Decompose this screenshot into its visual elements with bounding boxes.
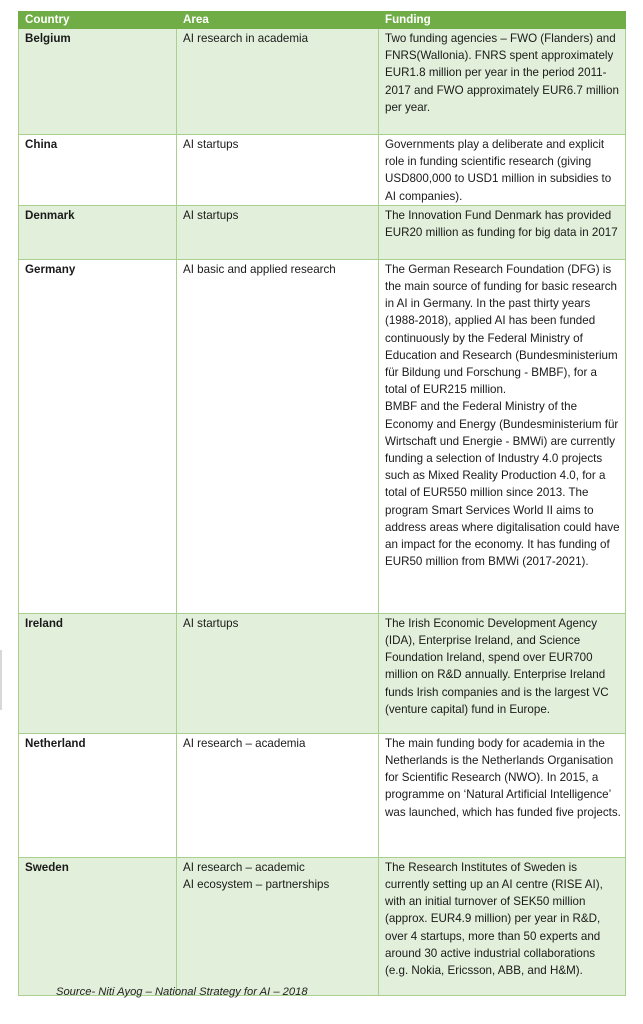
source-caption: Source- Niti Ayog – National Strategy for AI – 2018 [56,986,308,998]
area-text: AI startups [183,616,239,630]
country-cell: Belgium [19,29,177,135]
area-cell [177,857,379,995]
area-text: AI research – academic [183,860,305,874]
area-cell [177,205,379,259]
area-text: AI startups [183,138,239,151]
area-text: AI ecosystem – partnerships [183,878,330,892]
header-funding: Funding [379,12,626,29]
table-row [19,613,626,733]
funding-cell: The Innovation Fund Denmark has provided EUR20 million as funding for big data in 2017 [379,205,626,259]
area-text: AI research in academia [183,32,309,45]
funding-cell [379,259,626,613]
funding-cell: The Irish Economic Development Agency (IDA), Enterprise Ireland, and Science Foundation Ireland, spend over EUR700 million on R&D annually. Enterprise Ireland funds Irish companies and is the largest VC (venture capital) fund in Europe. [379,613,626,733]
area-cell [177,135,379,206]
country-cell: Netherland [19,733,177,857]
area-cell [177,259,379,613]
header-area: Area [177,12,379,29]
table-row [19,259,626,613]
funding-paragraph: The German Research Foundation (DFG) is the main source of funding for basic research in AI in Germany. In the past thirty years (1988-2018), applied AI has been funded continuously by the Federal Ministry of Education and Research (Bundesministerium für Bildung und Forschung - BMBF), for a total of EUR215 million. [385,262,618,397]
table-row [19,29,626,135]
area-text: AI startups [183,208,239,222]
area-text: AI basic and applied research [183,262,336,276]
country-cell: China [19,135,177,206]
header-country: Country [19,12,177,29]
funding-cell: The Research Institutes of Sweden is currently setting up an AI centre (RISE AI), with an initial turnover of SEK50 million (approx. EUR4.9 million) per year in R&D, over 4 startups, more than 50 experts and around 30 active industrial collaborations (e.g. Nokia, Ericsson, ABB, and H&M). [379,857,626,995]
funding-table [18,11,626,996]
country-cell: Denmark [19,205,177,259]
country-cell: Germany [19,259,177,613]
funding-cell: Governments play a deliberate and explicit role in funding scientific research (giving USD800,000 to USD1 million in subsidies to AI companies). [379,135,626,206]
country-cell: Sweden [19,857,177,995]
table-row [19,205,626,259]
funding-cell: The main funding body for academia in the Netherlands is the Netherlands Organisation for Scientific Research (NWO). In 2015, a programme on ‘Natural Artificial Intelligence’ was launched, which has funded five projects. [379,733,626,857]
country-cell: Ireland [19,613,177,733]
table-row [19,733,626,857]
area-cell [177,733,379,857]
funding-cell: Two funding agencies – FWO (Flanders) and FNRS(Wallonia). FNRS spent approximately EUR1.8 million per year in the period 2011-2017 and FWO approximately EUR6.7 million per year. [379,29,626,135]
table-header-row [19,12,626,29]
table-row [19,857,626,995]
scan-artifact [0,650,2,710]
table-row [19,135,626,206]
area-cell [177,613,379,733]
area-text: AI research – academia [183,736,306,750]
area-cell [177,29,379,135]
funding-paragraph: BMBF and the Federal Ministry of the Economy and Energy (Bundesministerium für Wirtschaft und Energie - BMWi) are currently funding a selection of Industry 4.0 projects such as Mixed Reality Production 4.0, for a total of EUR550 million since 2013. The program Smart Services World II aims to address areas where digitalisation could have an impact for the economy. It has funding of EUR50 million from BMWi (2017-2021). [385,400,620,569]
